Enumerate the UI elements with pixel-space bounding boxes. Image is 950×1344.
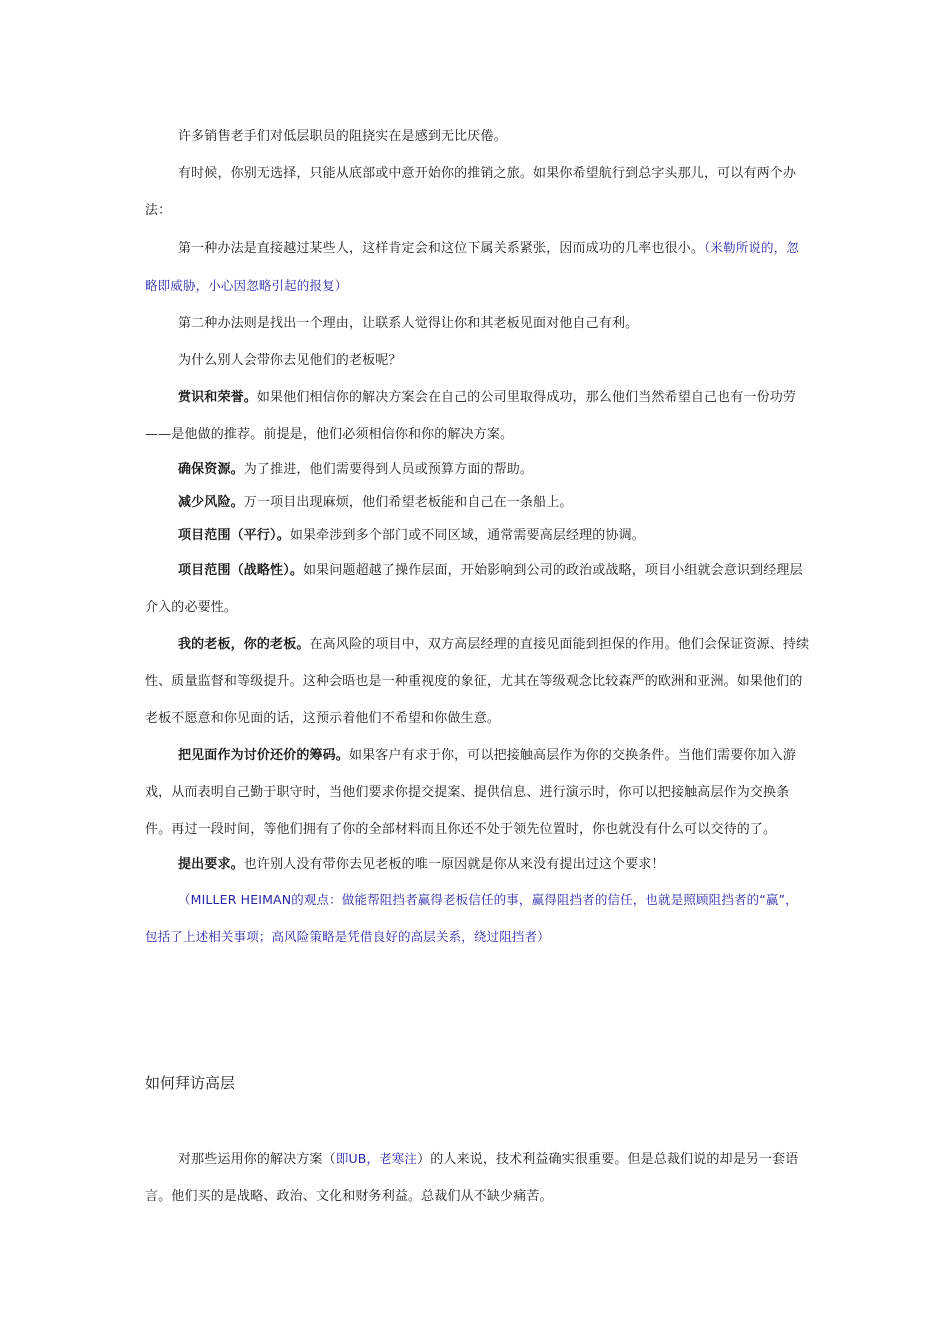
reason-4-title: 项目范围（平行）。: [178, 528, 290, 543]
paragraph-3-text: 第一种办法是直接越过某些人，这样肯定会和这位下属关系紧张，因而成功的几率也很小。: [178, 241, 705, 256]
paragraph-2: 有时候，你别无选择，只能从底部或中意开始你的推销之旅。如果你希望航行到总字头那儿，可以有两个办法：: [145, 166, 797, 218]
section-2-text-before: 对那些运用你的解决方案（: [178, 1152, 336, 1167]
document-body: [145, 118, 810, 955]
reason-5-title: 项目范围（战略性）。: [178, 563, 304, 578]
reason-6-title: 我的老板，你的老板。: [178, 637, 310, 652]
reason-6: [145, 626, 810, 737]
reason-5-text: 如果问题超越了操作层面，开始影响到公司的政治或战略，项目小组就会意识到经理层介入的必要性。: [145, 563, 803, 615]
reason-4-text: 如果牵涉到多个部门或不同区域，通常需要高层经理的协调。: [289, 528, 645, 543]
section-2-body: [145, 1140, 810, 1215]
annotation-note-2: （MILLER HEIMAN的观点：做能帮阻挡者赢得老板信任的事，赢得阻挡者的信任，也就是照顾阻挡者的“赢”，包括了上述相关事项；高风险策略是凭借良好的高层关系，绕过阻挡者）: [145, 892, 798, 944]
section-heading: 如何拜访高层: [145, 1074, 236, 1092]
paragraph-3: [145, 229, 810, 305]
annotation-note-1: （米勒所说的，忽略即威胁，小心因忽略引起的报复）: [145, 240, 799, 293]
reason-7-text: 如果客户有求于你，可以把接触高层作为你的交换条件。当他们需要你加入游戏，从而表明自己勤于职守时，当他们要求你提交提案、提供信息、进行演示时，你可以把接触高层作为交换条件。再过一段时间，等他们拥有了你的全部材料而且你还不处于领先位置时，你也就没有什么可以交待的了。: [145, 748, 797, 837]
section-2-text-after: ）的人来说，技术利益确实很重要。但是总裁们说的却是另一套语言。他们买的是战略、政治、文化和财务利益。总裁们从不缺少痛苦。: [145, 1152, 799, 1204]
reason-3-title: 减少风险。: [178, 495, 244, 510]
reason-2: [145, 453, 810, 486]
reason-5: [145, 552, 810, 626]
section-2-paragraph: [145, 1140, 810, 1215]
reason-1-title: 赏识和荣誉。: [178, 390, 257, 405]
reason-2-title: 确保资源。: [178, 462, 244, 477]
reason-8-text: 也许别人没有带你去见老板的唯一原因就是你从来没有提出过这个要求！: [243, 857, 665, 872]
reason-4: [145, 519, 810, 552]
reason-8-title: 提出要求。: [178, 857, 244, 872]
reason-2-text: 为了推进，他们需要得到人员或预算方面的帮助。: [243, 462, 534, 477]
reason-1-text: 如果他们相信你的解决方案会在自己的公司里取得成功，那么他们当然希望自己也有一份功劳——是他做的推荐。前提是，他们必须相信你和你的解决方案。: [145, 390, 797, 442]
reason-3: [145, 486, 810, 519]
reason-3-text: 万一项目出现麻烦，他们希望老板能和自己在一条船上。: [243, 495, 573, 510]
paragraph-5: 为什么别人会带你去见他们的老板呢？: [178, 353, 402, 368]
reason-8: [145, 848, 810, 881]
annotation-note-3: 即UB，老寒注: [335, 1151, 418, 1166]
paragraph-1: 许多销售老手们对低层职员的阻挠实在是感到无比厌倦。: [178, 129, 507, 144]
reason-1: [145, 379, 810, 453]
reason-7: [145, 737, 810, 848]
paragraph-4: 第二种办法则是找出一个理由，让联系人觉得让你和其老板见面对他自己有利。: [178, 316, 639, 331]
reason-6-text: 在高风险的项目中，双方高层经理的直接见面能到担保的作用。他们会保证资源、持续性、质量监督和等级提升。这种会晤也是一种重视度的象征，尤其在等级观念比较森严的欧洲和亚洲。如果他们的老板不愿意和你见面的话，这预示着他们不希望和你做生意。: [145, 637, 810, 726]
reason-7-title: 把见面作为讨价还价的筹码。: [178, 748, 349, 763]
